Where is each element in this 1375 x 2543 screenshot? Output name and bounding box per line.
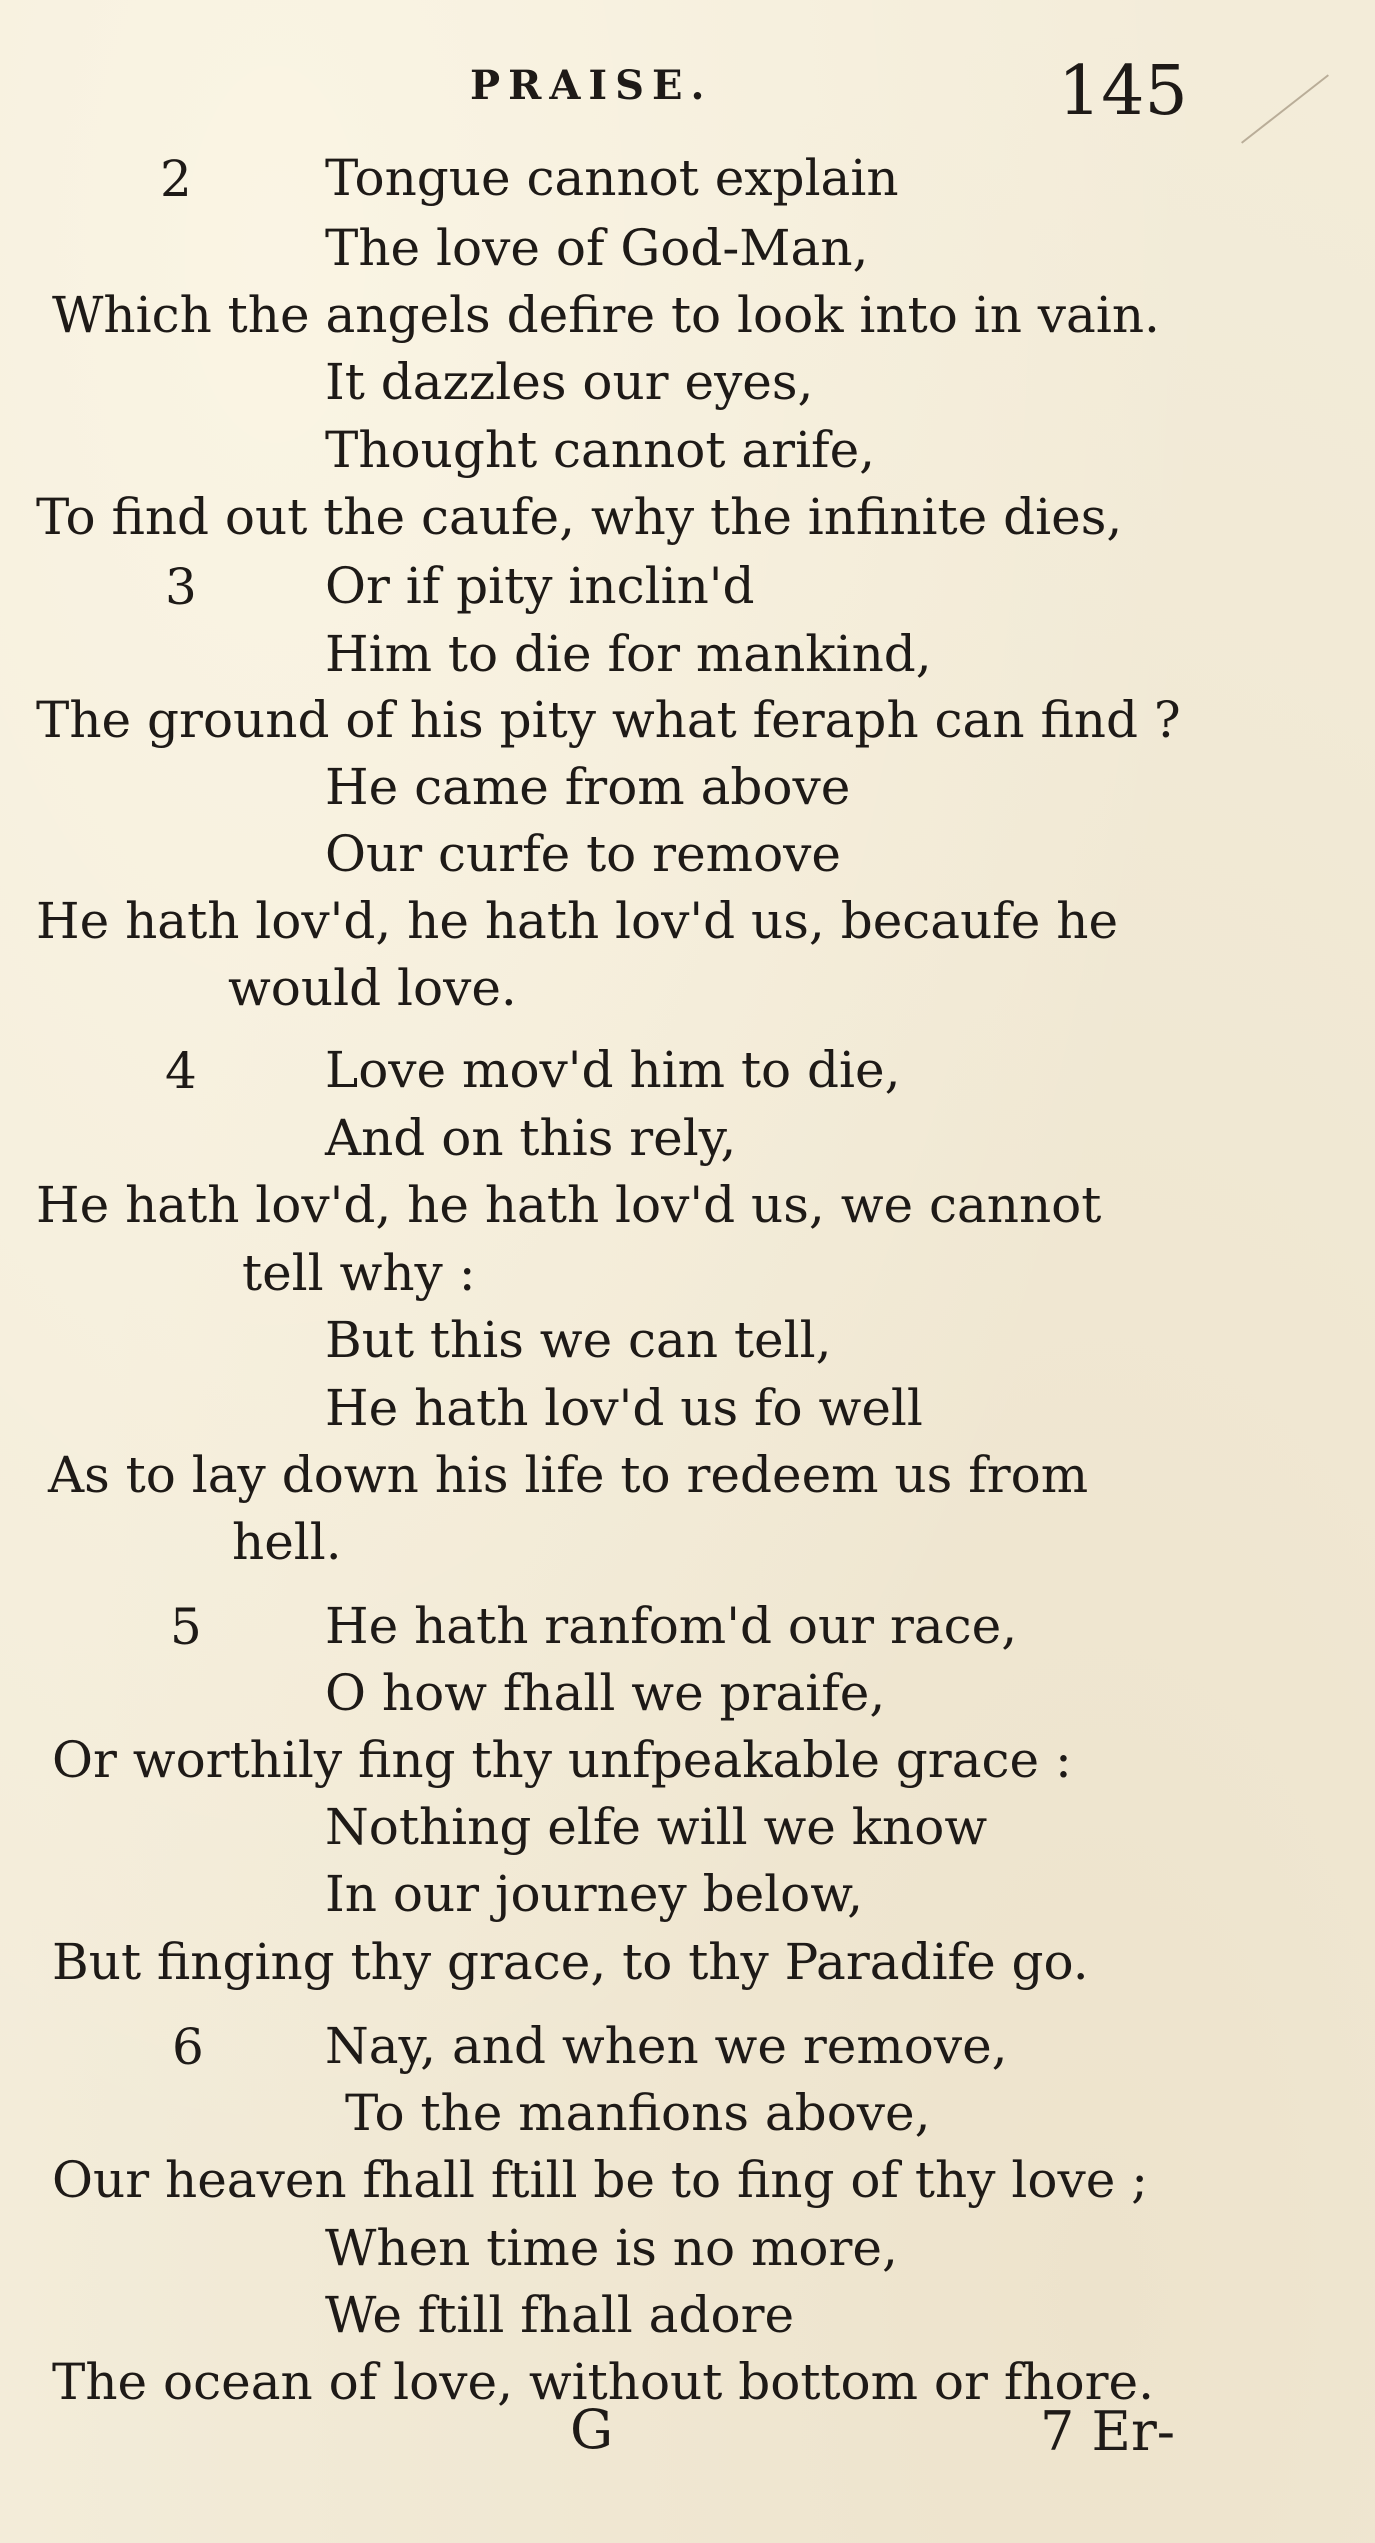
stanza-number: 5 [170, 1598, 202, 1656]
verse-line: The ocean of love, without bottom or fhore. [52, 2353, 1155, 2411]
verse-line: hell. [232, 1513, 342, 1571]
verse-line: When time is no more, [325, 2219, 898, 2277]
verse-line: Our heaven fhall ftill be to fing of thy love ; [52, 2151, 1149, 2209]
verse-line: He hath lov'd us fo well [325, 1379, 923, 1437]
verse-line: We ftill fhall adore [325, 2286, 795, 2344]
verse-line: Nay, and when we remove, [325, 2017, 1008, 2075]
page-header [0, 52, 1375, 142]
verse-line: To find out the caufe, why the infinite dies, [36, 488, 1123, 546]
corner-fold-mark [1241, 74, 1329, 143]
verse-line: Tongue cannot explain [325, 149, 899, 207]
verse-line: In our journey below, [325, 1865, 864, 1923]
verse-line: But finging thy grace, to thy Paradife go. [52, 1933, 1089, 1991]
verse-line: Love mov'd him to die, [325, 1041, 901, 1099]
stanza-number: 2 [160, 150, 192, 208]
stanza-number: 4 [165, 1042, 197, 1100]
verse-line: But this we can tell, [325, 1311, 832, 1369]
stanza-number: 6 [172, 2018, 204, 2076]
verse-line: He hath lov'd, he hath lov'd us, we cannot [36, 1176, 1102, 1234]
verse-line: tell why : [242, 1244, 476, 1302]
verse-line: Our curfe to remove [325, 825, 842, 883]
verse-line: The love of God-Man, [325, 219, 869, 277]
verse-line: It dazzles our eyes, [325, 353, 814, 411]
page-number: 145 [1058, 52, 1188, 131]
stanza-number: 3 [165, 558, 197, 616]
catchword: 7 Er- [1040, 2400, 1175, 2463]
running-head: PRAISE. [470, 62, 713, 109]
verse-line: would love. [228, 959, 517, 1017]
verse-line: Thought cannot arife, [325, 421, 876, 479]
verse-line: Nothing elfe will we know [325, 1798, 988, 1856]
verse-line: Or worthily fing thy unfpeakable grace : [52, 1731, 1072, 1789]
verse-line: The ground of his pity what feraph can find ? [36, 691, 1181, 749]
verse-line: And on this rely, [325, 1109, 737, 1167]
verse-line: To the manfions above, [345, 2084, 931, 2142]
verse-line: Or if pity inclin'd [325, 557, 755, 615]
verse-line: He hath ranfom'd our race, [325, 1597, 1018, 1655]
signature-mark: G [570, 2398, 614, 2461]
verse-line: As to lay down his life to redeem us from [48, 1446, 1089, 1504]
verse-line: Which the angels defire to look into in vain. [52, 286, 1160, 344]
verse-line: He came from above [325, 758, 851, 816]
verse-line: Him to die for mankind, [325, 625, 932, 683]
verse-line: He hath lov'd, he hath lov'd us, becaufe he [36, 892, 1119, 950]
verse-line: O how fhall we praife, [325, 1664, 886, 1722]
